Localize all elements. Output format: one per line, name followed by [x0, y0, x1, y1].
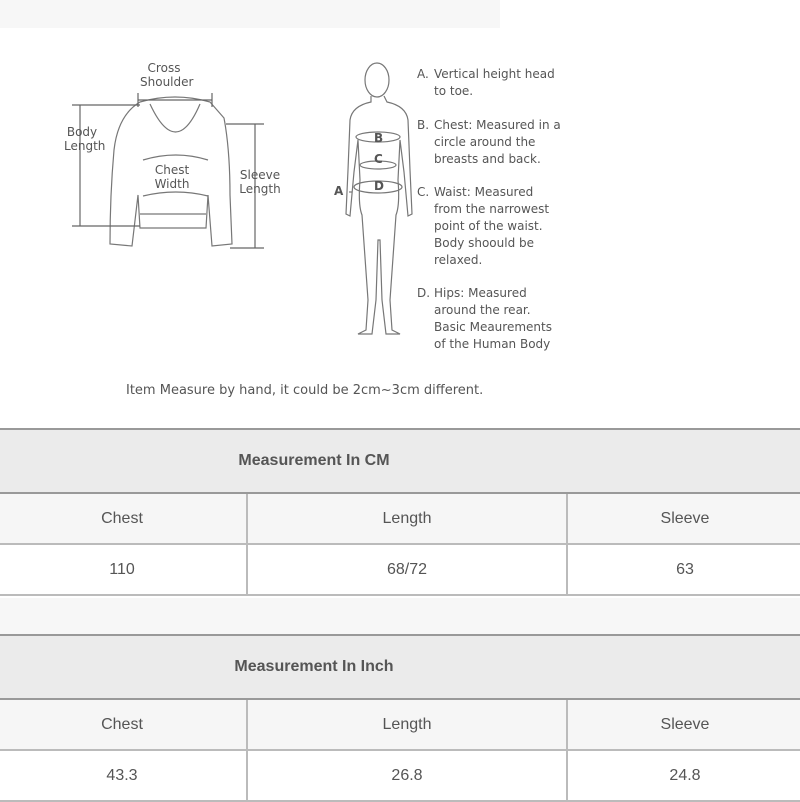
column-header-sleeve: Sleeve: [566, 700, 800, 751]
table-header-row: [0, 700, 800, 751]
description-c: C. Waist: Measured from the narrowest point of the waist. Body shoould be relaxed.: [417, 185, 550, 267]
column-header-length: Length: [246, 494, 566, 545]
marker-d: D: [374, 179, 384, 193]
table-title: Measurement In Inch: [0, 634, 800, 700]
table-gap: [0, 598, 800, 636]
table-header-row: [0, 494, 800, 545]
cross-shoulder-label: Cross Shoulder: [140, 61, 194, 89]
table-title: Measurement In CM: [0, 428, 800, 494]
chest-value: 43.3: [0, 751, 246, 802]
marker-a: A: [334, 184, 344, 198]
description-a: A. Vertical height head to toe.: [417, 67, 555, 98]
column-header-sleeve: Sleeve: [566, 494, 800, 545]
column-header-chest: Chest: [0, 494, 246, 545]
description-d: D. Hips: Measured around the rear. Basic Meaurements of the Human Body: [417, 286, 552, 351]
column-header-length: Length: [246, 700, 566, 751]
sleeve-value: 63: [566, 545, 800, 596]
measurement-note: Item Measure by hand, it could be 2cm~3cm different.: [126, 383, 484, 398]
column-header-chest: Chest: [0, 700, 246, 751]
table-row: [0, 545, 800, 596]
length-value: 68/72: [246, 545, 566, 596]
chest-value: 110: [0, 545, 246, 596]
sleeve-value: 24.8: [566, 751, 800, 802]
length-value: 26.8: [246, 751, 566, 802]
body-figure: [346, 63, 412, 334]
description-b: B. Chest: Measured in a circle around the breasts and back.: [417, 118, 561, 166]
body-length-label: Body Length: [64, 125, 106, 153]
chest-width-label: Chest Width: [154, 163, 190, 191]
marker-c: C: [374, 152, 383, 166]
sleeve-length-label: Sleeve Length: [239, 168, 281, 196]
marker-b: B: [374, 131, 384, 145]
inch-measurement-table: [0, 634, 800, 802]
cm-measurement-table: [0, 428, 800, 596]
table-row: [0, 751, 800, 802]
